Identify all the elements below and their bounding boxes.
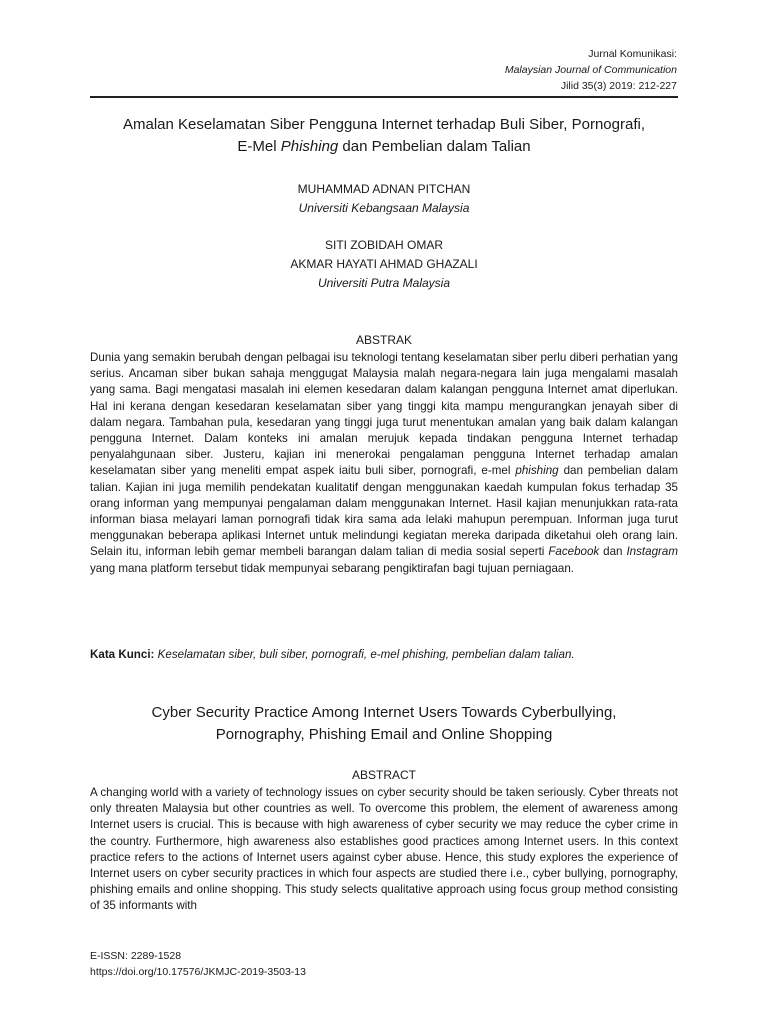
title-malay: [90, 114, 678, 158]
abstract-malay-heading: ABSTRAK: [355, 333, 412, 347]
journal-subtitle: Malaysian Journal of Communication: [504, 64, 677, 76]
title-english: [90, 702, 678, 746]
title-malay-line1: Amalan Keselamatan Siber Pengguna Internet terhadap Buli Siber, Pornografi,: [123, 116, 645, 133]
title-english-line2: Pornography, Phishing Email and Online Shopping: [215, 726, 553, 743]
title-malay-line2: [90, 136, 678, 158]
journal-info: [505, 46, 677, 94]
abstract-malay-part: dan: [599, 545, 627, 559]
journal-volume: Jilid 35(3) 2019: 212-227: [560, 80, 677, 92]
abstract-malay-part: dan pembelian dalam talian. Kajian ini juga memilih pendekatan kualitatif dengan menggunakan kaedah kumpulan fokus terhadap 35 orang informan yang mempunyai pengalaman dalam menggunakan Internet. Hasil kajian menunjukkan rata-rata informan biasa melayari laman pornografi tidak kira sama ada lelaki mahupun perempuan. Informan juga turut menggunakan beberapa aplikasi Internet untuk melindungi kegiatan mereka daripada diketahui oleh orang lain. Selain itu, informan lebih gemar membeli barangan dalam talian di media sosial seperti: [90, 464, 678, 559]
keywords: [90, 647, 678, 663]
abstract-malay-text: [90, 350, 678, 577]
author-name: MUHAMMAD ADNAN PITCHAN: [297, 182, 471, 196]
title-malay-line2-italic: Phishing: [280, 138, 339, 155]
authors-block: [90, 180, 678, 293]
abstract-english-heading: ABSTRACT: [351, 768, 416, 782]
abstract-malay-italic: Instagram: [626, 545, 678, 559]
title-malay-line2-pre: E-Mel: [237, 138, 281, 155]
keywords-label: Kata Kunci:: [90, 648, 155, 661]
keywords-text: Keselamatan siber, buli siber, pornografi, e-mel phishing, pembelian dalam talian.: [154, 648, 575, 661]
abstract-malay-italic: Facebook: [548, 545, 600, 559]
journal-name: Jurnal Komunikasi:: [588, 48, 677, 60]
abstract-malay-italic: phishing: [515, 464, 559, 478]
author-affiliation: Universiti Putra Malaysia: [317, 276, 451, 290]
abstract-malay-part: yang mana platform tersebut tidak mempunyai sebarang pengiktirafan bagi tujuan perniagaan.: [90, 561, 575, 575]
header-divider: [90, 96, 678, 98]
footer-doi[interactable]: https://doi.org/10.17576/JKMJC-2019-3503-13: [90, 966, 306, 978]
abstract-english-text: A changing world with a variety of technology issues on cyber security should be taken seriously. Cyber threats not only threaten Malaysia but other countries as well. To overcome this problem, the element of awareness among Internet users is crucial. This is because with high awareness of cyber security we may reduce the cyber crime in the country. Furthermore, high awareness also establishes good practices among Internet users. In this context practice refers to the actions of Internet users against cyber abuse. Hence, this study explores the experience of Internet users on cyber security practices in which four aspects are studied there i.e., cyber bullying, pornography, phishing emails and online shopping. This study selects qualitative approach using focus group method consisting of 35 informants with: [90, 786, 678, 913]
author-affiliation: Universiti Kebangsaan Malaysia: [298, 201, 470, 215]
author-name: SITI ZOBIDAH OMAR: [324, 238, 443, 252]
footer: [90, 948, 306, 980]
footer-eissn: E-ISSN: 2289-1528: [90, 950, 182, 962]
abstract-malay-part: Dunia yang semakin berubah dengan pelbagai isu teknologi tentang keselamatan siber perlu diberi perhatian yang serius. Ancaman siber bukan sahaja menggugat Malaysia malah negara-negara lain juga mengalami masalah yang sama. Bagi mengatasi masalah ini elemen kesedaran dalam kalangan pengguna Internet amat diperlukan. Hal ini kerana dengan kesedaran keselamatan siber yang tinggi kita mampu mengurangkan jenayah siber di dalam negara. Tambahan pula, kesedaran yang tinggi juga turut menentukan amalan yang baik dalam kalangan pengguna Internet. Dalam konteks ini amalan merujuk kepada tindakan pengguna Internet terhadap penyalahgunaan siber. Justeru, kajian ini menerokai pengalaman pengguna Internet terhadap amalan keselamatan siber yang meneliti empat aspek iaitu buli siber, pornografi, e-mel: [90, 351, 678, 478]
author-name: AKMAR HAYATI AHMAD GHAZALI: [290, 257, 478, 271]
title-malay-line2-post: dan Pembelian dalam Talian: [338, 138, 531, 155]
title-english-line1: Cyber Security Practice Among Internet Users Towards Cyberbullying,: [151, 704, 617, 721]
